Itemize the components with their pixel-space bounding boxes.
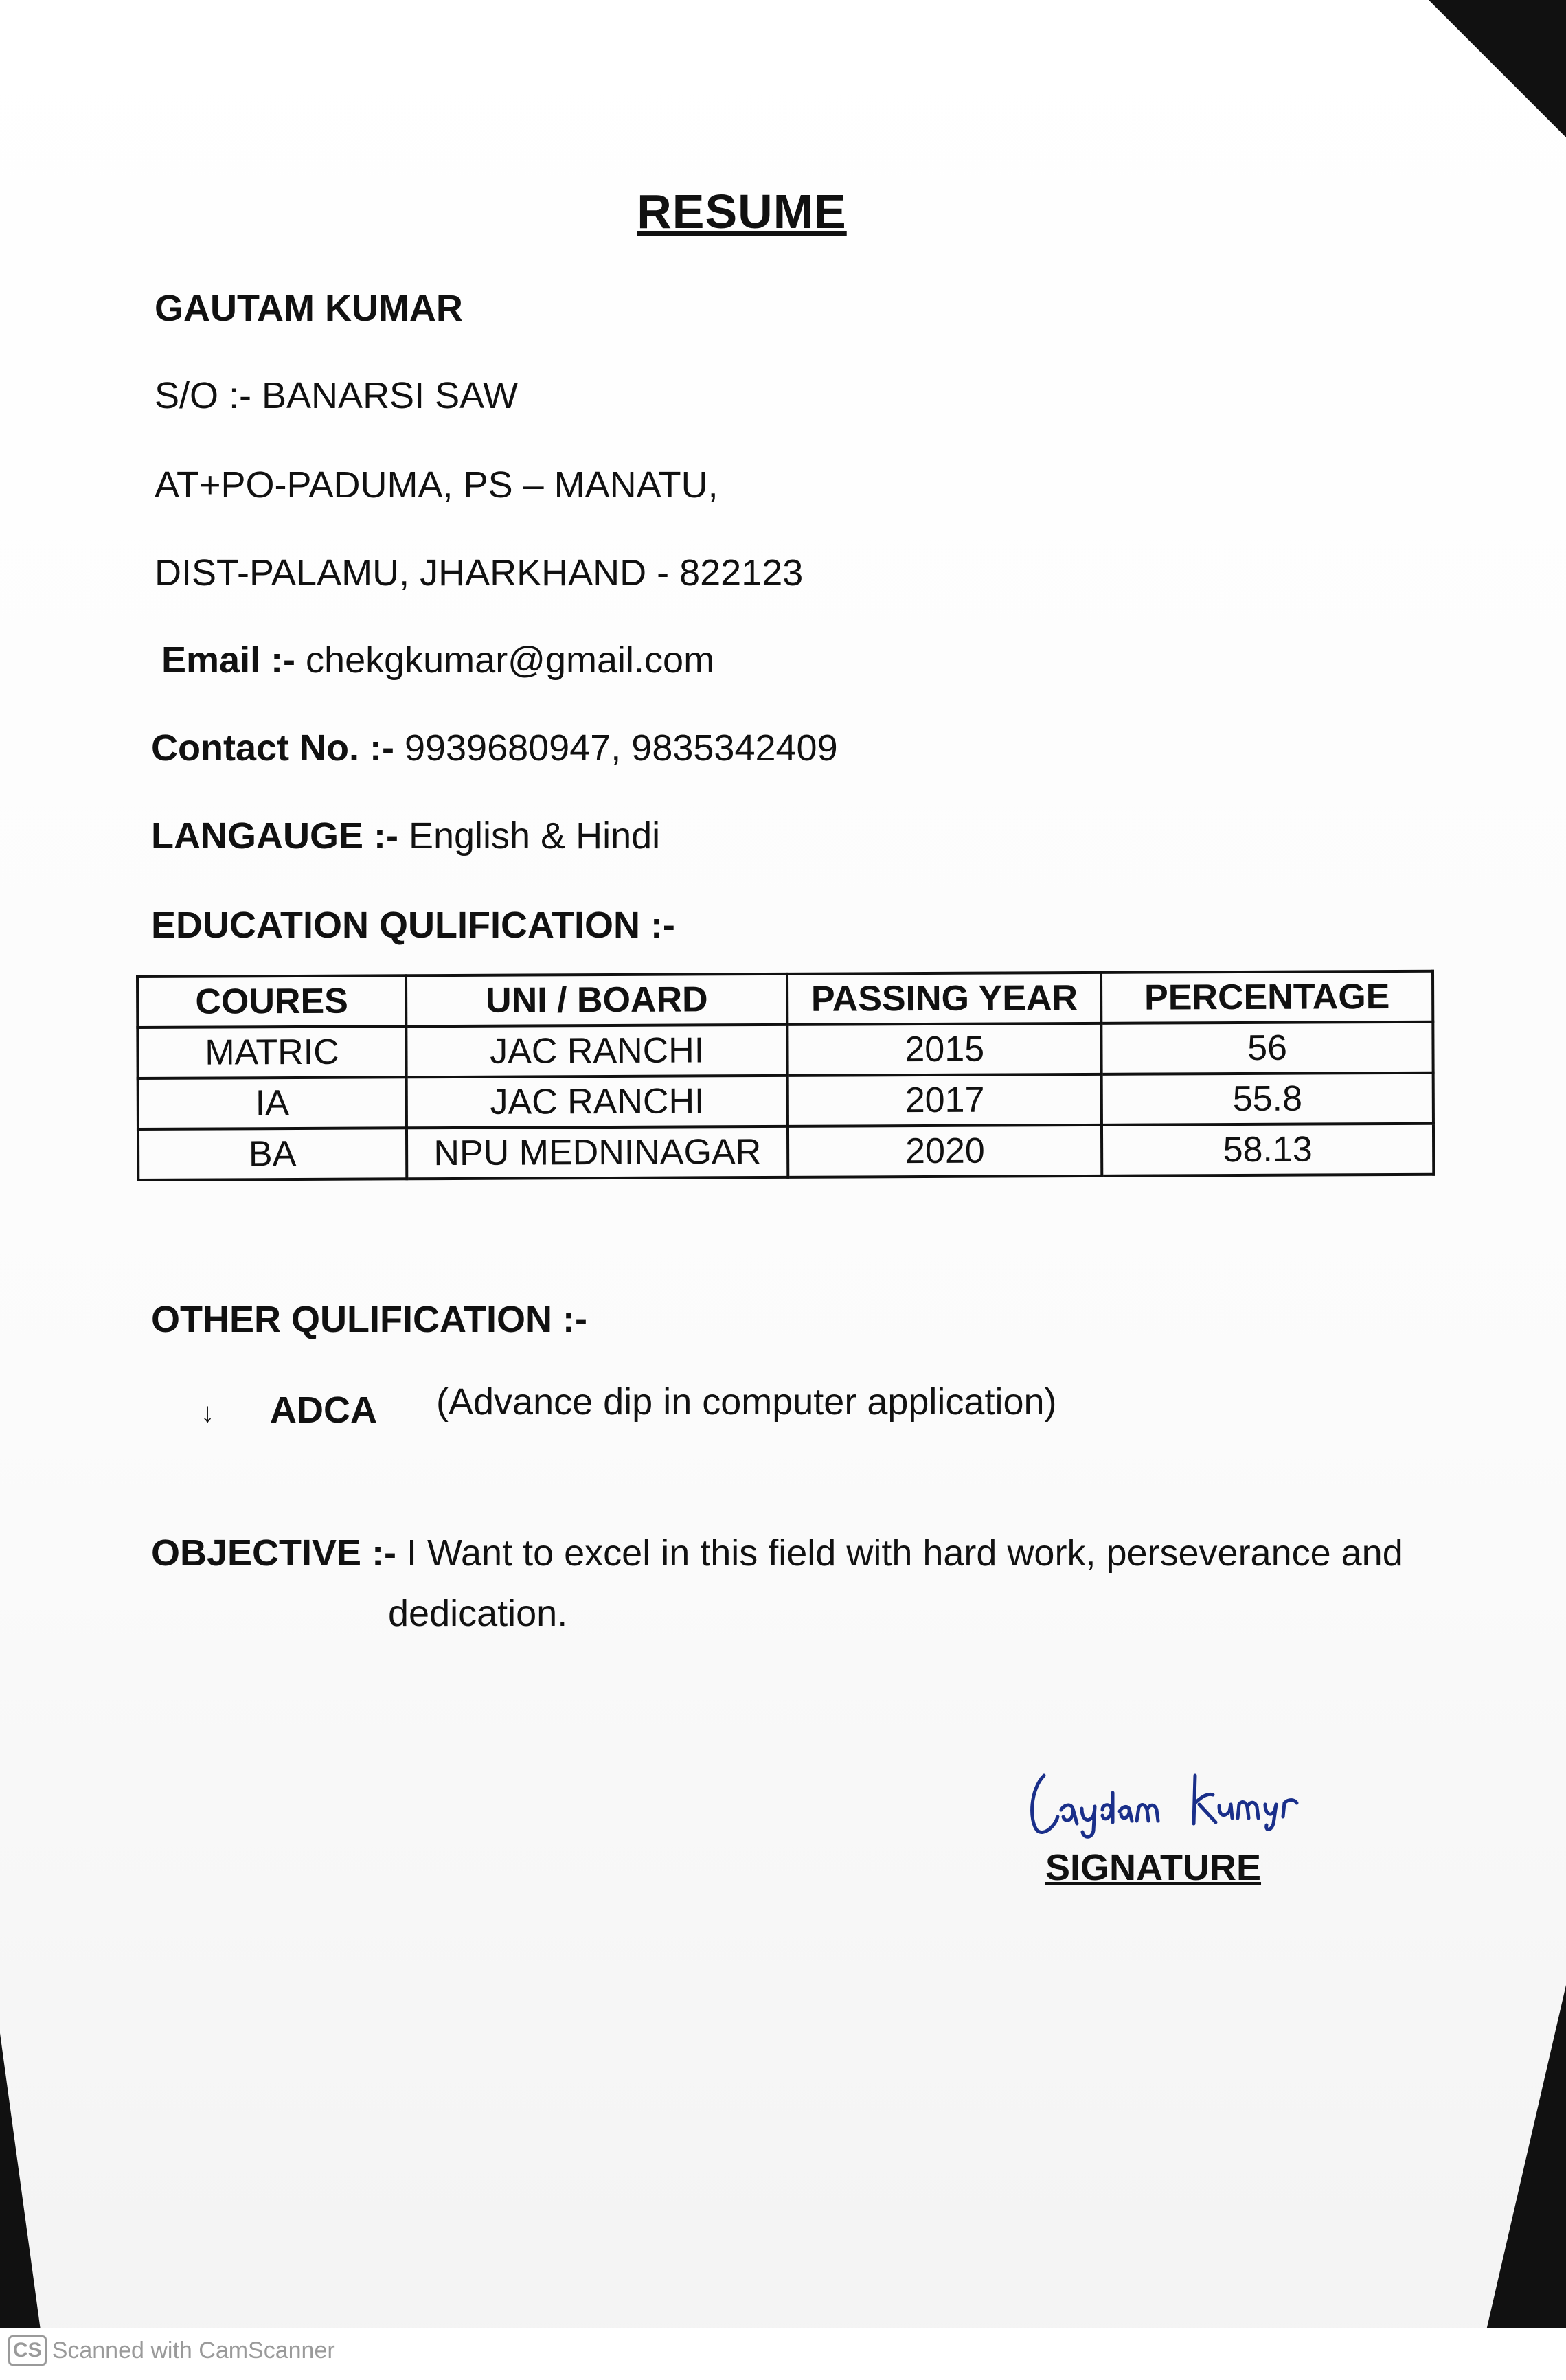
- email-value: chekgkumar@gmail.com: [295, 639, 715, 681]
- table-cell-year: 2017: [788, 1074, 1102, 1126]
- other-qualification-heading: OTHER QULIFICATION :-: [151, 1299, 587, 1340]
- table-cell-course: IA: [138, 1077, 407, 1129]
- table-header-course: COURES: [137, 975, 406, 1028]
- contact-value: 9939680947, 9835342409: [394, 727, 838, 769]
- table-cell-percentage: 56: [1101, 1022, 1433, 1074]
- table-cell-percentage: 58.13: [1102, 1124, 1433, 1176]
- table-header-percentage: PERCENTAGE: [1101, 971, 1433, 1023]
- scanner-text: Scanned with CamScanner: [52, 2337, 335, 2364]
- other-qualification-description: (Advance dip in computer application): [436, 1381, 1057, 1423]
- applicant-name: GAUTAM KUMAR: [155, 288, 463, 329]
- education-heading: EDUCATION QULIFICATION :-: [151, 905, 675, 946]
- scanner-watermark: [8, 2335, 335, 2366]
- camscanner-icon: CS: [8, 2335, 47, 2366]
- address-line-2: DIST-PALAMU, JHARKHAND - 822123: [155, 552, 804, 593]
- table-cell-board: JAC RANCHI: [407, 1076, 788, 1128]
- scan-edge-right: [1484, 1985, 1566, 2342]
- table-row: [138, 1073, 1433, 1129]
- contact-label: Contact No. :-: [151, 727, 394, 769]
- objective-text-continued: dedication.: [388, 1593, 568, 1634]
- table-header-year: PASSING YEAR: [787, 973, 1101, 1025]
- address-line-1: AT+PO-PADUMA, PS – MANATU,: [155, 464, 718, 506]
- objective-line: [151, 1532, 1403, 1574]
- table-cell-year: 2020: [788, 1125, 1102, 1177]
- resume-title: RESUME: [637, 185, 847, 238]
- email-label: Email :-: [161, 639, 296, 681]
- email-line: [161, 639, 714, 681]
- objective-label: OBJECTIVE :-: [151, 1532, 397, 1574]
- contact-line: [151, 727, 838, 769]
- arrow-down-bullet-icon: ↓: [201, 1398, 214, 1428]
- table-cell-percentage: 55.8: [1102, 1073, 1433, 1125]
- table-cell-board: JAC RANCHI: [406, 1025, 788, 1077]
- scan-edge-left: [0, 2033, 41, 2335]
- table-cell-course: MATRIC: [137, 1026, 406, 1078]
- signature-label: SIGNATURE: [1045, 1847, 1262, 1888]
- handwritten-signature: [1023, 1755, 1360, 1844]
- language-label: LANGAUGE :-: [151, 815, 398, 857]
- table-cell-year: 2015: [788, 1023, 1102, 1076]
- objective-text: I Want to excel in this field with hard work, perseverance and: [396, 1532, 1403, 1574]
- table-cell-course: BA: [138, 1128, 407, 1180]
- education-table: [136, 970, 1435, 1181]
- language-value: English & Hindi: [398, 815, 661, 857]
- table-row: [138, 1124, 1433, 1180]
- table-row: [137, 1022, 1433, 1078]
- table-cell-board: NPU MEDNINAGAR: [407, 1126, 788, 1179]
- table-header-row: [137, 971, 1433, 1028]
- father-name: S/O :- BANARSI SAW: [155, 375, 519, 416]
- other-qualification-name: ADCA: [270, 1390, 377, 1431]
- scan-corner-shadow: [1429, 0, 1566, 137]
- language-line: [151, 815, 660, 857]
- table-header-board: UNI / BOARD: [406, 974, 788, 1026]
